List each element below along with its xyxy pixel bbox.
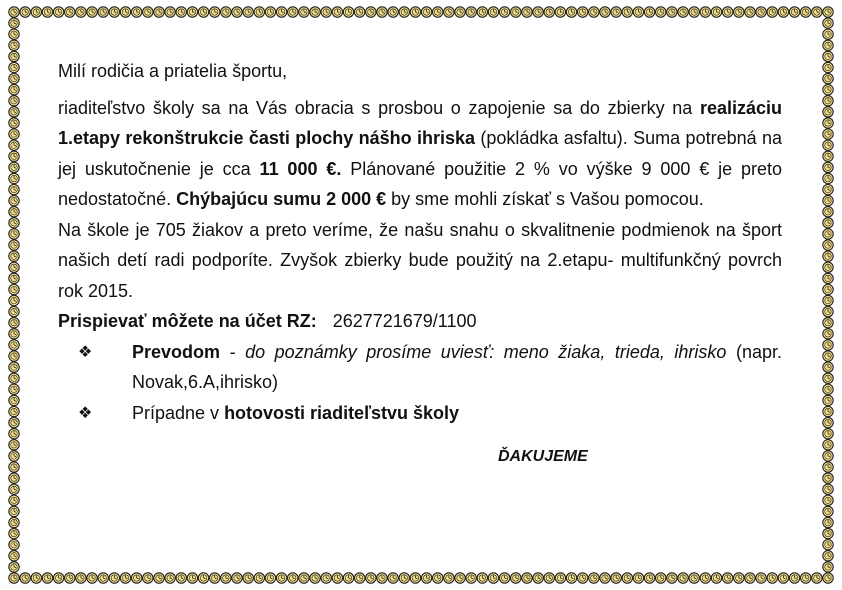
- clock-border-icon: [734, 7, 744, 17]
- clock-border-icon: [288, 573, 298, 583]
- clock-border-icon: [187, 573, 197, 583]
- clock-border-icon: [42, 573, 52, 583]
- clock-border-icon: [9, 329, 19, 339]
- clock-border-icon: [823, 151, 833, 161]
- clock-border-icon: [299, 7, 309, 17]
- clock-border-icon: [823, 540, 833, 550]
- clock-border-icon: [823, 362, 833, 372]
- clock-border-icon: [555, 7, 565, 17]
- clock-border-icon: [9, 528, 19, 538]
- clock-border-icon: [823, 284, 833, 294]
- clock-border-icon: [823, 262, 833, 272]
- clock-border-icon: [9, 295, 19, 305]
- clock-border-icon: [823, 506, 833, 516]
- clock-border-icon: [667, 573, 677, 583]
- clock-border-icon: [656, 7, 666, 17]
- clock-border-icon: [9, 417, 19, 427]
- clock-border-icon: [9, 495, 19, 505]
- clock-border-icon: [9, 517, 19, 527]
- clock-border-icon: [823, 562, 833, 572]
- clock-border-icon: [533, 7, 543, 17]
- clock-border-icon: [823, 96, 833, 106]
- clock-border-icon: [53, 7, 63, 17]
- clock-border-icon: [76, 573, 86, 583]
- clock-border-icon: [410, 7, 420, 17]
- clock-border-icon: [823, 118, 833, 128]
- clock-border-icon: [98, 7, 108, 17]
- clock-border-icon: [53, 573, 63, 583]
- clock-border-icon: [143, 573, 153, 583]
- clock-border-icon: [9, 540, 19, 550]
- clock-border-icon: [433, 573, 443, 583]
- clock-border-icon: [633, 7, 643, 17]
- clock-border-icon: [544, 573, 554, 583]
- clock-border-icon: [31, 7, 41, 17]
- clock-border-icon: [9, 162, 19, 172]
- clock-border-icon: [823, 273, 833, 283]
- clock-border-icon: [577, 573, 587, 583]
- clock-border-icon: [243, 7, 253, 17]
- clock-border-icon: [823, 484, 833, 494]
- clock-border-icon: [343, 573, 353, 583]
- clock-border-icon: [455, 7, 465, 17]
- clock-border-icon: [611, 7, 621, 17]
- clock-border-icon: [9, 306, 19, 316]
- clock-border-icon: [377, 573, 387, 583]
- thanks-signoff: ĎAKUJEME: [498, 448, 588, 465]
- clock-border-icon: [823, 84, 833, 94]
- clock-border-icon: [221, 573, 231, 583]
- clock-border-icon: [9, 362, 19, 372]
- clock-border-icon: [789, 573, 799, 583]
- clock-border-icon: [823, 51, 833, 61]
- clock-border-icon: [288, 7, 298, 17]
- clock-border-icon: [87, 7, 97, 17]
- clock-border-icon: [9, 506, 19, 516]
- clock-border-icon: [722, 573, 732, 583]
- clock-border-icon: [20, 7, 30, 17]
- clock-border-icon: [198, 7, 208, 17]
- clock-border-icon: [823, 162, 833, 172]
- clock-border-icon: [176, 7, 186, 17]
- clock-border-icon: [31, 573, 41, 583]
- clock-border-icon: [109, 573, 119, 583]
- clock-border-icon: [76, 7, 86, 17]
- clock-border-icon: [823, 384, 833, 394]
- clock-border-icon: [488, 7, 498, 17]
- clock-border-icon: [9, 184, 19, 194]
- clock-border-icon: [823, 517, 833, 527]
- clock-border-icon: [622, 7, 632, 17]
- clock-border-icon: [131, 573, 141, 583]
- clock-border-icon: [366, 573, 376, 583]
- clock-border-icon: [9, 51, 19, 61]
- clock-border-icon: [20, 573, 30, 583]
- clock-border-icon: [745, 573, 755, 583]
- clock-border-icon: [165, 7, 175, 17]
- clock-border-icon: [756, 573, 766, 583]
- clock-border-icon: [589, 7, 599, 17]
- clock-border-icon: [444, 7, 454, 17]
- clock-border-icon: [176, 573, 186, 583]
- clock-border-icon: [210, 573, 220, 583]
- clock-border-icon: [511, 7, 521, 17]
- clock-border-icon: [577, 7, 587, 17]
- clock-border-icon: [633, 573, 643, 583]
- clock-border-icon: [466, 573, 476, 583]
- clock-border-icon: [812, 7, 822, 17]
- clock-border-icon: [544, 7, 554, 17]
- clock-border-icon: [154, 573, 164, 583]
- clock-border-icon: [823, 473, 833, 483]
- clock-border-icon: [433, 7, 443, 17]
- paragraph-students: Na škole je 705 žiakov a preto veríme, že našu snahu o skvalitnenie podmienok na šport našich detí radi podporíte. Zvyšok zbierky bude použitý na 2.etapu- multifunkčný povrch rok 2015.: [58, 219, 782, 301]
- clock-border-icon: [823, 295, 833, 305]
- clock-border-icon: [823, 395, 833, 405]
- clock-border-icon: [143, 7, 153, 17]
- clock-border-icon: [823, 229, 833, 239]
- clock-border-icon: [198, 573, 208, 583]
- clock-border-icon: [265, 573, 275, 583]
- clock-border-icon: [499, 7, 509, 17]
- clock-border-icon: [310, 7, 320, 17]
- project-name: realizáciu 1.etapy rekonštrukcie časti plochy nášho ihriska: [58, 97, 782, 148]
- clock-border-icon: [9, 318, 19, 328]
- clock-border-icon: [9, 73, 19, 83]
- clock-border-icon: [9, 18, 19, 28]
- paragraph-fundraiser: riaditeľstvo školy sa na Vás obracia s prosbou o zapojenie sa do zbierky na realizáciu 1.etapy rekonštrukcie časti plochy nášho ihriska (pokládka asfaltu). Suma potrebná na jej uskutočnenie je cca 11 000 €. Plánované použitie 2 % vo výške 9 000 € je preto nedostatočné. Chýbajúcu sumu 2 000 € by sme mohli získať s Vašou pomocou.: [58, 97, 783, 209]
- clock-border-icon: [332, 7, 342, 17]
- clock-border-icon: [9, 96, 19, 106]
- clock-border-icon: [745, 7, 755, 17]
- clock-border-icon: [131, 7, 141, 17]
- clock-border-icon: [812, 573, 822, 583]
- missing-amount: Chýbajúcu sumu 2 000 €: [176, 189, 387, 209]
- clock-border-icon: [667, 7, 677, 17]
- clock-border-icon: [9, 173, 19, 183]
- clock-border-icon: [823, 429, 833, 439]
- total-amount: 11 000 €.: [259, 158, 342, 179]
- clock-border-icon: [511, 573, 521, 583]
- clock-border-icon: [644, 7, 654, 17]
- clock-border-icon: [9, 429, 19, 439]
- clock-border-icon: [689, 7, 699, 17]
- clock-border-icon: [823, 329, 833, 339]
- clock-border-icon: [522, 573, 532, 583]
- clock-border-icon: [689, 573, 699, 583]
- clock-border-icon: [310, 573, 320, 583]
- clock-border-icon: [9, 484, 19, 494]
- clock-border-icon: [9, 251, 19, 261]
- clock-border-icon: [221, 7, 231, 17]
- clock-border-icon: [276, 7, 286, 17]
- clock-border-icon: [388, 7, 398, 17]
- clock-border-icon: [9, 207, 19, 217]
- account-number: 2627721679/1100: [332, 311, 477, 331]
- clock-border-icon: [154, 7, 164, 17]
- clock-border-icon: [711, 573, 721, 583]
- clock-border-icon: [823, 184, 833, 194]
- clock-border-icon: [823, 417, 833, 427]
- clock-border-icon: [299, 573, 309, 583]
- clock-border-icon: [332, 573, 342, 583]
- clock-border-icon: [232, 7, 242, 17]
- clock-border-icon: [9, 195, 19, 205]
- clock-border-icon: [399, 573, 409, 583]
- clock-border-icon: [9, 240, 19, 250]
- clock-border-icon: [823, 306, 833, 316]
- clock-border-icon: [823, 318, 833, 328]
- clock-border-icon: [656, 573, 666, 583]
- clock-border-icon: [823, 340, 833, 350]
- account-label: Prispievať môžete na účet RZ:: [58, 311, 317, 331]
- clock-border-icon: [823, 7, 833, 17]
- clock-border-icon: [622, 573, 632, 583]
- clock-border-icon: [9, 218, 19, 228]
- clock-border-icon: [555, 573, 565, 583]
- clock-border-icon: [823, 251, 833, 261]
- clock-border-icon: [9, 473, 19, 483]
- clock-border-icon: [9, 406, 19, 416]
- clock-border-icon: [410, 573, 420, 583]
- clock-border-icon: [823, 240, 833, 250]
- clock-border-icon: [823, 528, 833, 538]
- clock-border-icon: [9, 29, 19, 39]
- clock-border-icon: [243, 573, 253, 583]
- clock-border-icon: [343, 7, 353, 17]
- clock-border-icon: [276, 573, 286, 583]
- clock-border-icon: [9, 84, 19, 94]
- clock-border-icon: [823, 218, 833, 228]
- clock-border-icon: [678, 573, 688, 583]
- clock-border-icon: [823, 451, 833, 461]
- clock-border-icon: [700, 573, 710, 583]
- clock-border-icon: [566, 7, 576, 17]
- clock-border-icon: [722, 7, 732, 17]
- clock-border-icon: [600, 7, 610, 17]
- clock-border-icon: [823, 462, 833, 472]
- clock-border-icon: [823, 129, 833, 139]
- clock-border-icon: [678, 7, 688, 17]
- clock-border-icon: [711, 7, 721, 17]
- clock-border-icon: [421, 573, 431, 583]
- clock-border-icon: [778, 573, 788, 583]
- clock-border-icon: [377, 7, 387, 17]
- clock-border-icon: [254, 7, 264, 17]
- clock-border-icon: [9, 440, 19, 450]
- clock-border-icon: [778, 7, 788, 17]
- clock-border-icon: [477, 573, 487, 583]
- clock-border-icon: [9, 340, 19, 350]
- clock-border-icon: [644, 573, 654, 583]
- clock-border-icon: [421, 7, 431, 17]
- bullet-cash: ❖ Prípadne v hotovosti riaditeľstvu školy: [58, 398, 782, 429]
- clock-border-icon: [823, 62, 833, 72]
- diamond-bullet-icon: ❖: [78, 402, 93, 422]
- clock-border-icon: [823, 573, 833, 583]
- clock-border-icon: [254, 573, 264, 583]
- clock-border-icon: [823, 440, 833, 450]
- clock-border-icon: [9, 562, 19, 572]
- clock-border-icon: [9, 7, 19, 17]
- clock-border-icon: [9, 351, 19, 361]
- clock-border-icon: [9, 451, 19, 461]
- clock-border-icon: [600, 573, 610, 583]
- clock-border-icon: [9, 551, 19, 561]
- clock-border-icon: [120, 573, 130, 583]
- greeting: Milí rodičia a priatelia športu,: [58, 61, 288, 81]
- clock-border-icon: [533, 573, 543, 583]
- clock-border-icon: [9, 118, 19, 128]
- clock-border-icon: [265, 7, 275, 17]
- clock-border-icon: [767, 7, 777, 17]
- clock-border-icon: [210, 7, 220, 17]
- clock-border-icon: [354, 573, 364, 583]
- clock-border-icon: [823, 107, 833, 117]
- clock-border-icon: [9, 462, 19, 472]
- clock-border-icon: [789, 7, 799, 17]
- clock-border-icon: [477, 7, 487, 17]
- clock-border-icon: [9, 62, 19, 72]
- clock-border-icon: [9, 573, 19, 583]
- clock-border-icon: [767, 573, 777, 583]
- clock-border-icon: [9, 273, 19, 283]
- clock-border-icon: [455, 573, 465, 583]
- clock-border-icon: [444, 573, 454, 583]
- clock-border-icon: [366, 7, 376, 17]
- clock-border-icon: [466, 7, 476, 17]
- clock-border-icon: [589, 573, 599, 583]
- clock-border-icon: [9, 373, 19, 383]
- clock-border-icon: [321, 573, 331, 583]
- clock-border-icon: [823, 207, 833, 217]
- clock-border-icon: [611, 573, 621, 583]
- bullet-transfer: ❖ Prevodom - do poznámky prosíme uviesť: meno žiaka, trieda, ihrisko (napr. Novak,6.A,ihrisko): [58, 337, 782, 398]
- clock-border-icon: [823, 40, 833, 50]
- clock-border-icon: [388, 573, 398, 583]
- clock-border-icon: [700, 7, 710, 17]
- clock-border-icon: [566, 573, 576, 583]
- clock-border-icon: [734, 573, 744, 583]
- clock-border-icon: [9, 262, 19, 272]
- clock-border-icon: [42, 7, 52, 17]
- clock-border-icon: [9, 284, 19, 294]
- clock-border-icon: [9, 140, 19, 150]
- clock-border-icon: [800, 7, 810, 17]
- letter-body: [58, 56, 782, 473]
- diamond-bullet-icon: ❖: [78, 341, 93, 361]
- clock-border-icon: [9, 151, 19, 161]
- clock-border-icon: [9, 129, 19, 139]
- clock-border-icon: [823, 495, 833, 505]
- clock-border-icon: [87, 573, 97, 583]
- clock-border-icon: [232, 573, 242, 583]
- clock-border-icon: [354, 7, 364, 17]
- clock-border-icon: [9, 229, 19, 239]
- clock-border-icon: [823, 73, 833, 83]
- clock-border-icon: [165, 573, 175, 583]
- clock-border-icon: [823, 195, 833, 205]
- clock-border-icon: [756, 7, 766, 17]
- clock-border-icon: [109, 7, 119, 17]
- clock-border-icon: [823, 551, 833, 561]
- clock-border-icon: [823, 373, 833, 383]
- clock-border-icon: [823, 140, 833, 150]
- clock-border-icon: [800, 573, 810, 583]
- clock-border-icon: [488, 573, 498, 583]
- clock-border-icon: [823, 29, 833, 39]
- clock-border-icon: [9, 107, 19, 117]
- account-line: [58, 306, 782, 337]
- clock-border-icon: [499, 573, 509, 583]
- clock-border-icon: [321, 7, 331, 17]
- clock-border-icon: [9, 40, 19, 50]
- clock-border-icon: [823, 351, 833, 361]
- clock-border-icon: [823, 18, 833, 28]
- clock-border-icon: [9, 384, 19, 394]
- clock-border-icon: [399, 7, 409, 17]
- clock-border-icon: [187, 7, 197, 17]
- clock-border-icon: [522, 7, 532, 17]
- clock-border-icon: [9, 395, 19, 405]
- clock-border-icon: [120, 7, 130, 17]
- clock-border-icon: [823, 173, 833, 183]
- clock-border-icon: [823, 406, 833, 416]
- clock-border-icon: [98, 573, 108, 583]
- clock-border-icon: [65, 573, 75, 583]
- clock-border-icon: [65, 7, 75, 17]
